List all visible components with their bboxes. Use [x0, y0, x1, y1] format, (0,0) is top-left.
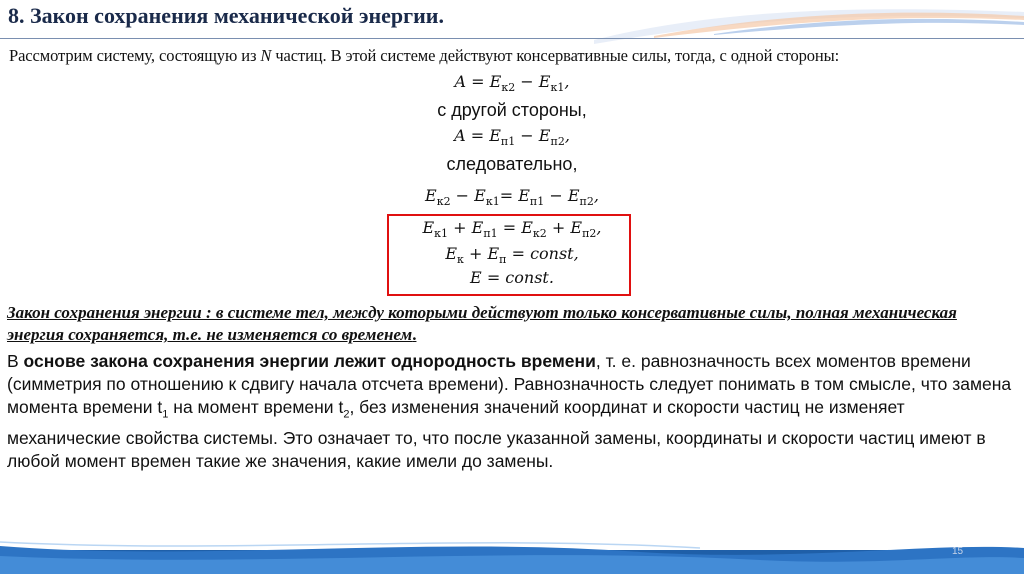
intro-text: [9, 46, 839, 66]
equation-5: $E_к + E_п$ = const,: [445, 244, 579, 267]
equation-2: $A = E_{п1} - E_{п2}$,: [454, 126, 570, 149]
text-therefore: следовательно,: [446, 154, 578, 174]
intro-before: Рассмотрим систему, состоящую из: [9, 46, 261, 65]
header-swoosh-decoration: [594, 0, 1024, 50]
intro-after: частиц. В этой системе действуют консервативные силы, тогда, с одной стороны:: [271, 46, 840, 65]
law-statement: [7, 302, 1012, 346]
law-text: Закон сохранения энергии : в системе тел, между которыми действуют только консервативные силы, полная механическая энергия сохраняется, т.е. не изменяется со временем: [7, 303, 957, 344]
intro-n: N: [260, 46, 272, 65]
paragraph-bold: основе закона сохранения энергии лежит однородность времени: [23, 351, 596, 371]
footer-wave-decoration: [0, 532, 1024, 574]
explanation-paragraph: В основе закона сохранения энергии лежит однородность времени, т. е. равнозначность всех моментов времени (симметрия по отношению к сдвигу начала отсчета времени). Равнозначность следует понимать в том смысле, что замена момента времени $t_1$ на момент времени $t_2$, без изменения значений координат и скорости частиц не изменяет механические свойства системы. Это означает то, что после указанной замены, координаты и скорости частиц имеют в любой момент времен такие же значения, какие имели до замены.: [7, 351, 1012, 472]
equation-4: $E_{к1} + E_{п1} = E_{к2} + E_{п2}$,: [422, 218, 602, 241]
equation-3: $E_{к2} - E_{к1}= E_{п1} - E_{п2}$,: [425, 186, 599, 209]
page-title: 8. Закон сохранения механической энергии.: [8, 3, 444, 28]
text-other-side: с другой стороны,: [437, 100, 587, 120]
law-dot: .: [412, 325, 417, 344]
header-divider: [0, 38, 1024, 39]
page-number: 15: [952, 546, 964, 557]
equation-6: E = const.: [470, 268, 554, 287]
equation-1: $A = E_{к2} - E_{к1}$,: [454, 72, 570, 95]
